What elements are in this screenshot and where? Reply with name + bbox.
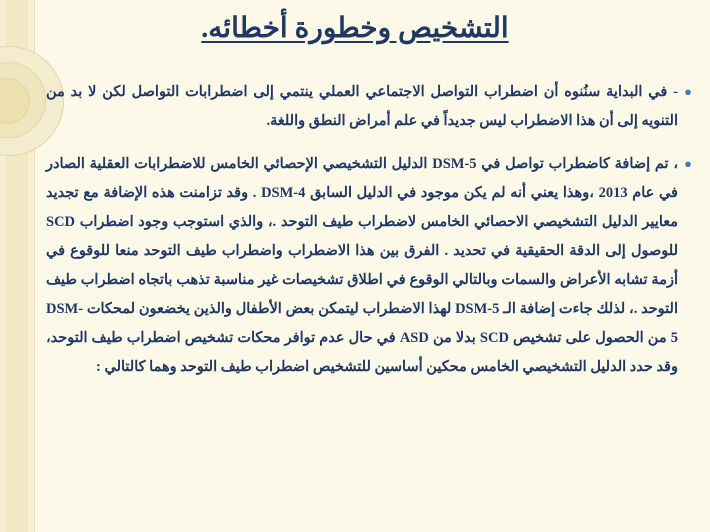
bullet-point-icon: ●: [684, 84, 692, 99]
bullet-point-icon: ●: [684, 156, 692, 171]
bullet-item-2: [46, 150, 698, 382]
page-title: التشخيص وخطورة أخطائه.: [201, 13, 509, 44]
slide-title-wrapper: [0, 12, 710, 46]
bullet-item-1-text: - في البداية سنُنوه أن اضطراب التواصل الاجتماعي العملي ينتمي إلى اضطرابات التواصل لكن لا بد من التنويه إلى أن هذا الاضطراب ليس جديداً في علم أمراض النطق واللغة.: [46, 84, 678, 129]
bullet-item-1: [46, 78, 698, 136]
slide-body: [46, 78, 698, 396]
bullet-item-2-text: ، تم إضافة كاضطراب تواصل في DSM-5 الدليل التشخيصي الإحصائي الخامس للاضطرابات العقلية الصادر في عام 2013 ،وهذا يعني أنه لم يكن موجود في الدليل السابق DSM-4 . وقد تزامنت هذه الإضافة مع تجديد معايير الدليل التشخيصي الاحصائي الخامس لاضطراب طيف التوحد .، والذي استوجب وجود اضطراب SCD للوصول إلى الدقة الحقيقية في تحديد . الفرق بين هذا الاضطراب واضطراب طيف التوحد منعا للوقوع في أزمة تشابه الأعراض والسمات وبالتالي الوقوع في اطلاق تشخيصات غير مناسبة تذهب باتجاه اضطراب طيف التوحد .، لذلك جاءت إضافة الـ DSM-5 لهذا الاضطراب ليتمكن بعض الأطفال والذين يخضعون لمحكات DSM-5 من الحصول على تشخيص SCD بدلا من ASD في حال عدم توافر محكات تشخيص اضطراب طيف التوحد، وقد حدد الدليل التشخيصي الخامس محكين أساسين للتشخيص اضطراب طيف التوحد وهما كالتالي :: [46, 156, 679, 375]
